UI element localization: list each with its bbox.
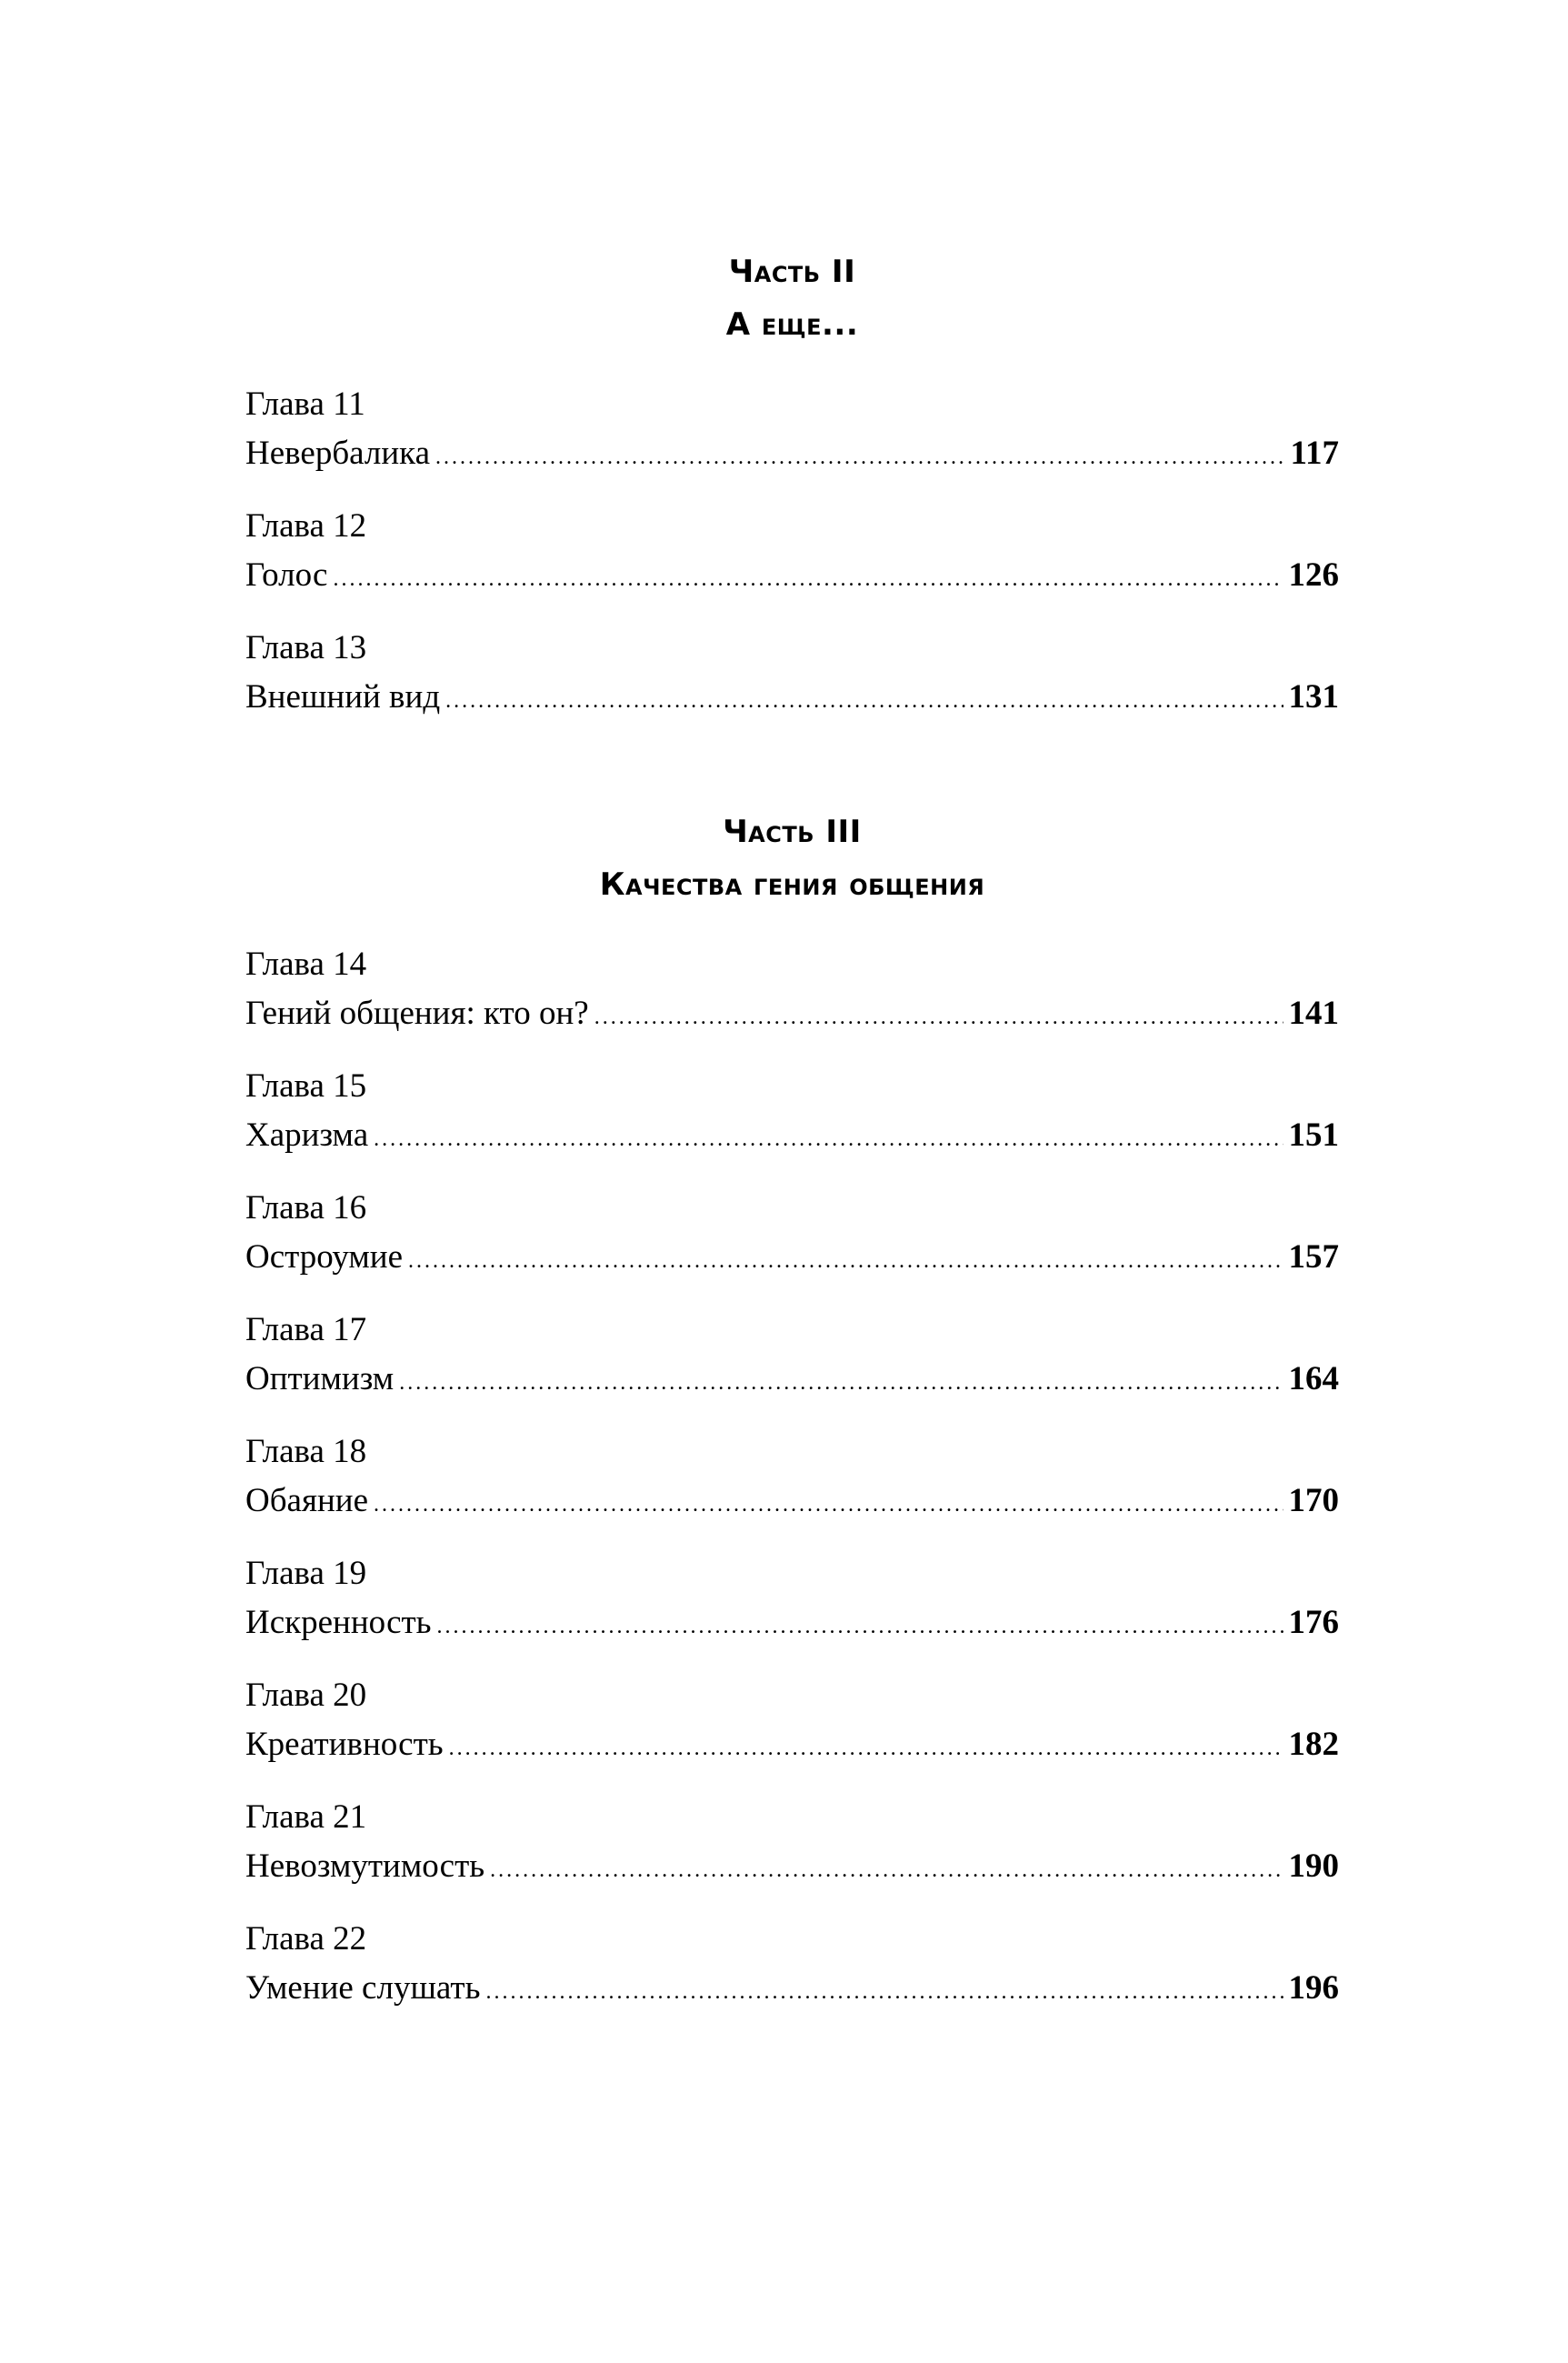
chapter-label: Глава 17 xyxy=(245,1311,367,1348)
page-number[interactable]: 176 xyxy=(1288,1604,1339,1641)
entry-line xyxy=(245,1842,1339,1895)
entry-line xyxy=(245,1720,1339,1773)
page-number[interactable]: 182 xyxy=(1288,1726,1339,1763)
chapter-label: Глава 12 xyxy=(245,507,367,545)
part-title: Качества гения общения xyxy=(599,866,985,903)
entry-line xyxy=(245,1111,1339,1164)
dot-leader xyxy=(485,1967,1283,2017)
page-number[interactable]: 196 xyxy=(1288,1969,1339,2007)
page-number[interactable]: 117 xyxy=(1290,435,1339,472)
toc-entry[interactable] xyxy=(245,1915,1339,2017)
chapter-label: Глава 21 xyxy=(245,1798,367,1836)
dot-leader xyxy=(445,676,1283,726)
entry-line xyxy=(245,989,1339,1042)
dot-leader xyxy=(449,1724,1283,1773)
entry-line xyxy=(245,429,1339,482)
chapter-title[interactable]: Голос xyxy=(245,556,328,594)
chapter-title[interactable]: Обаяние xyxy=(245,1482,369,1519)
dot-leader xyxy=(594,993,1283,1042)
chapter-title[interactable]: Харизма xyxy=(245,1116,369,1154)
chapter-title[interactable]: Креативность xyxy=(245,1726,444,1763)
table-of-contents xyxy=(245,245,1339,2037)
entry-line xyxy=(245,1233,1339,1286)
chapter-title[interactable]: Искренность xyxy=(245,1604,432,1641)
page-number[interactable]: 164 xyxy=(1288,1360,1339,1397)
chapter-label: Глава 11 xyxy=(245,385,365,423)
dot-leader xyxy=(408,1237,1283,1286)
chapter-title[interactable]: Невербалика xyxy=(245,435,430,472)
entry-line xyxy=(245,551,1339,604)
toc-entry[interactable] xyxy=(245,940,1339,1042)
toc-entry[interactable] xyxy=(245,1793,1339,1895)
page-number[interactable]: 157 xyxy=(1288,1238,1339,1276)
part-number: Часть III xyxy=(723,814,862,850)
entry-line xyxy=(245,1355,1339,1407)
page-number[interactable]: 151 xyxy=(1288,1116,1339,1154)
dot-leader xyxy=(374,1480,1283,1529)
toc-entry[interactable] xyxy=(245,1062,1339,1164)
part-number: Часть II xyxy=(728,254,856,290)
page-number[interactable]: 131 xyxy=(1288,678,1339,716)
toc-entry[interactable] xyxy=(245,502,1339,604)
chapter-title[interactable]: Умение слушать xyxy=(245,1969,481,2007)
page-number[interactable]: 170 xyxy=(1288,1482,1339,1519)
chapter-title[interactable]: Внешний вид xyxy=(245,678,441,716)
chapter-label: Глава 16 xyxy=(245,1189,367,1227)
dot-leader xyxy=(437,1602,1283,1651)
dot-leader xyxy=(490,1846,1283,1895)
part-3-heading xyxy=(245,806,1339,911)
dot-leader xyxy=(399,1358,1283,1407)
chapter-title[interactable]: Гений общения: кто он? xyxy=(245,995,589,1032)
entry-line xyxy=(245,1477,1339,1529)
toc-entry[interactable] xyxy=(245,1549,1339,1651)
toc-entry[interactable] xyxy=(245,380,1339,482)
page-number[interactable]: 190 xyxy=(1288,1847,1339,1885)
toc-entry[interactable] xyxy=(245,1671,1339,1773)
chapter-label: Глава 20 xyxy=(245,1677,367,1714)
entry-line xyxy=(245,673,1339,726)
toc-entry[interactable] xyxy=(245,1184,1339,1286)
toc-entry[interactable] xyxy=(245,1306,1339,1407)
chapter-label: Глава 13 xyxy=(245,629,367,666)
entry-line xyxy=(245,1598,1339,1651)
chapter-title[interactable]: Остроумие xyxy=(245,1238,404,1276)
chapter-label: Глава 18 xyxy=(245,1433,367,1470)
dot-leader xyxy=(435,433,1285,482)
chapter-title[interactable]: Невозмутимость xyxy=(245,1847,485,1885)
page-number[interactable]: 126 xyxy=(1288,556,1339,594)
entry-line xyxy=(245,1964,1339,2017)
toc-entry[interactable] xyxy=(245,1427,1339,1529)
part-title: А еще... xyxy=(725,306,859,343)
chapter-label: Глава 14 xyxy=(245,946,367,983)
dot-leader xyxy=(374,1115,1283,1164)
chapter-label: Глава 15 xyxy=(245,1067,367,1105)
dot-leader xyxy=(333,555,1283,604)
part-2-heading xyxy=(245,245,1339,351)
chapter-label: Глава 19 xyxy=(245,1555,367,1592)
toc-entry[interactable] xyxy=(245,624,1339,726)
page-number[interactable]: 141 xyxy=(1288,995,1339,1032)
chapter-title[interactable]: Оптимизм xyxy=(245,1360,394,1397)
chapter-label: Глава 22 xyxy=(245,1920,367,1957)
